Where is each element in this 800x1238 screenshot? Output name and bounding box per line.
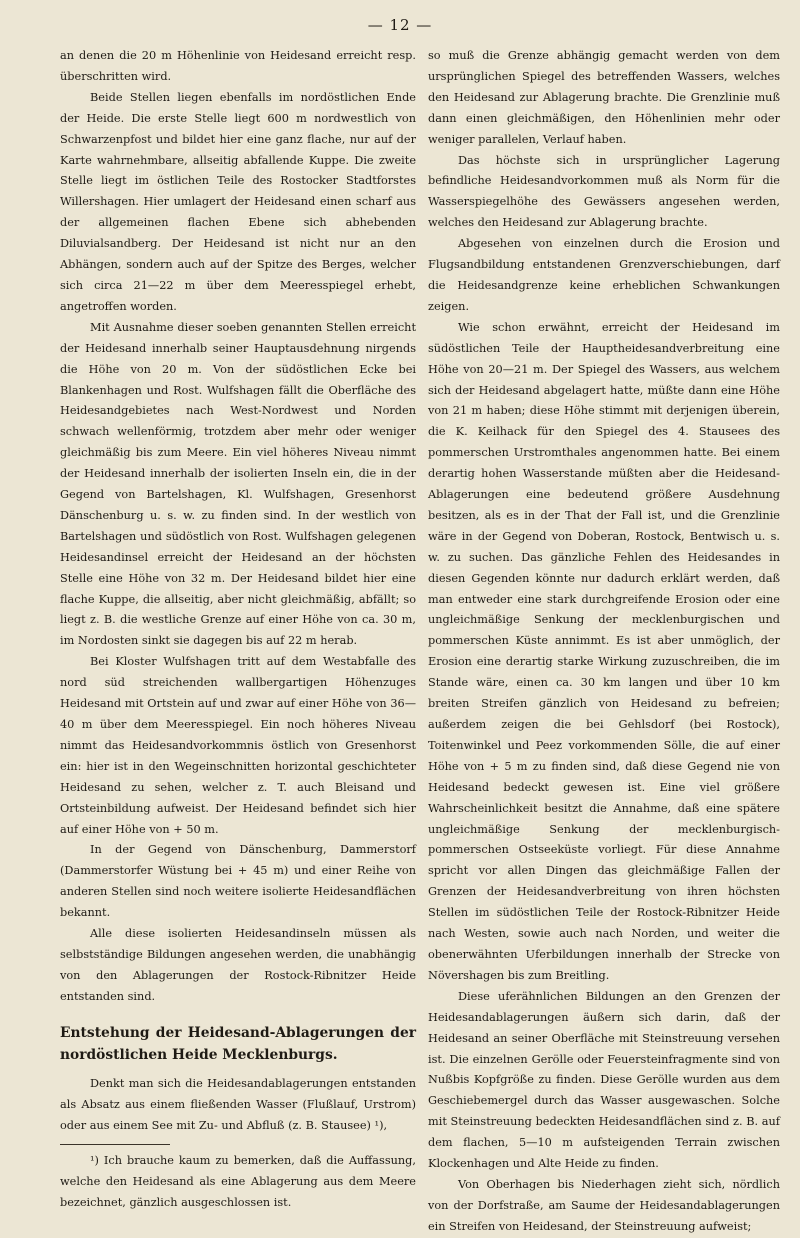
paragraph: Bei Kloster Wulfshagen tritt auf dem Westabfalle des nord süd streichenden wallbergartigen Höhenzuges Heidesand mit Ortstein auf und zwar auf einer Höhe von 36—40 m über dem Meeresspiegel. Ein noch höheres Niveau nimmt das Heidesandvorkommnis östlich von Gresenhorst ein: hier ist in den Wegeinschnitten horizontal geschichteter Heidesand zu sehen, welcher z. T. auch Bleisand und Ortsteinbildung aufweist. Der Heidesand befindet sich hier auf einer Höhe von + 50 m.: [60, 655, 416, 836]
paragraph: an denen die 20 m Höhenlinie von Heidesand erreicht resp. überschritten wird.: [60, 49, 416, 83]
footnote: ¹) Ich brauche kaum zu bemerken, daß die Auffassung, welche den Heidesand als eine Ablagerung aus dem Meere bezeichnet, gänzlich ausgeschlossen ist.: [60, 1154, 416, 1210]
paragraph: Von Oberhagen bis Niederhagen zieht sich, nördlich von der Dorfstraße, am Saume der Heidesandablagerungen ein Streifen von Heidesand, der Steinstreuung aufweist;: [428, 1177, 780, 1233]
right-column: [428, 46, 780, 1238]
paragraph: Das höchste sich in ursprünglicher Lagerung befindliche Heidesandvorkommen muß als Norm für die Wasserspiegelhöhe des Gewässers angesehen werden, welches den Heidesand zur Ablagerung brachte.: [428, 153, 780, 230]
paragraph: In der Gegend von Dänschenburg, Dammerstorf (Dammerstorfer Wüstung bei + 45 m) und einer Reihe von anderen Stellen sind noch weitere isolierte Heidesandflächen bekannt.: [60, 843, 416, 920]
paragraph: Diese uferähnlichen Bildungen an den Grenzen der Heidesandablagerungen äußern sich darin, daß der Heidesand an seiner Oberfläche mit Steinstreuung versehen ist. Die einzelnen Gerölle oder Feuersteinfragmente sind von Nußbis Kopfgröße zu finden. Diese Gerölle wurden aus dem Geschiebemergel durch das Wasser ausgewaschen. Solche mit Steinstreuung bedeckten Heidesandflächen sind z. B. auf dem flachen, 5—10 m aufsteigenden Terrain zwischen Klockenhagen und Alte Heide zu finden.: [428, 989, 780, 1171]
paragraph: so muß die Grenze abhängig gemacht werden von dem ursprünglichen Spiegel des betreffenden Wassers, welches den Heidesand zur Ablagerung brachte. Die Grenzlinie muß dann einen gleichmäßigen, den Höhenlinien mehr oder weniger parallelen, Verlauf haben.: [428, 49, 780, 146]
paragraph: Denkt man sich die Heidesandablagerungen entstanden als Absatz aus einem fließenden Wasser (Flußlauf, Urstrom) oder aus einem See mit Zu- und Abfluß (z. B. Stausee) ¹),: [60, 1076, 416, 1132]
paragraph: Mit Ausnahme dieser soeben genannten Stellen erreicht der Heidesand innerhalb seiner Hauptausdehnung nirgends die Höhe von 20 m. Von der südöstlichen Ecke bei Blankenhagen und Rost. Wulfshagen fällt die Oberfläche des Heidesandgebietes nach West-Nordwest und Norden schwach wellenförmig, trotzdem aber mehr oder weniger gleichmäßig bis zum Meere. Ein viel höheres Niveau nimmt der Heidesand innerhalb der isolierten Inseln ein, die in der Gegend von Bartelshagen, Kl. Wulfshagen, Gresenhorst Dänschenburg u. s. w. zu finden sind. In der westlich von Bartelshagen und südöstlich von Rost. Wulfshagen gelegenen Heidesandinsel erreicht der Heidesand an der höchsten Stelle eine Höhe von 32 m. Der Heidesand bildet hier eine flache Kuppe, die allseitig, aber nicht gleichmäßig, abfällt; so liegt z. B. die westliche Grenze auf einer Höhe von ca. 30 m, im Nordosten sinkt sie dagegen bis auf 22 m herab.: [60, 320, 416, 648]
paragraph: Wie schon erwähnt, erreicht der Heidesand im südöstlichen Teile der Hauptheidesandverbreitung eine Höhe von 20—21 m. Der Spiegel des Wassers, aus welchem sich der Heidesand abgelagert hatte, müßte dann eine Höhe von 21 m haben; diese Höhe stimmt mit derjenigen überein, die K. Keilhack für den Spiegel des 4. Stausees des pommerschen Urstromthales angenommen hatte. Bei einem derartig hohen Wasserstande müßten aber die Heidesand-Ablagerungen eine bedeutend größere Ausdehnung besitzen, als es in der That der Fall ist, und die Grenzlinie wäre in der Gegend von Doberan, Rostock, Bentwisch u. s. w. zu suchen. Das gänzliche Fehlen des Heidesandes in diesen Gegenden könnte nur dadurch erklärt werden, daß man entweder eine stark durchgreifende Erosion oder eine ungleichmäßige Senkung der mecklenburgischen und pommerschen Küste annimmt. Es ist aber unmöglich, der Erosion eine derartig starke Wirkung zuzuschreiben, die im Stande wäre, einen ca. 30 km langen und über 10 km breiten Streifen gänzlich von Heidesand zu befreien; außerdem zeigen die bei Gehlsdorf (bei Rostock), Toitenwinkel und Peez vorkommenden Sölle, die auf einer Höhe von + 5 m zu finden sind, daß diese Gegend nie von Heidesand bedeckt gewesen ist. Eine viel größere Wahrscheinlichkeit besitzt die Annahme, daß eine spätere ungleichmäßige Senkung der mecklenburgisch-pommerschen Ostseeküste vorliegt. Für diese Annahme spricht vor allen Dingen das gleichmäßige Fallen der Grenzen der Heidesandverbreitung von ihren höchsten Stellen im südöstlichen Teile der Rostock-Ribnitzer Heide nach Westen, sowie auch nach Norden, und weiter die obenerwähnten Uferbildungen innerhalb der Strecke von Növershagen bis zum Breitling.: [428, 320, 780, 982]
section-heading: Entstehung der Heidesand-Ablagerungen der nordöstlichen Heide Mecklenburgs.: [60, 1024, 416, 1063]
paragraph: Alle diese isolierten Heidesandinseln müssen als selbstständige Bildungen angesehen werden, die unabhängig von den Ablagerungen der Rostock-Ribnitzer Heide entstanden sind.: [60, 927, 416, 1003]
page-number: — 12 —: [367, 16, 433, 34]
left-column: [60, 46, 416, 1214]
paragraph: Beide Stellen liegen ebenfalls im nordöstlichen Ende der Heide. Die erste Stelle liegt 600 m nordwestlich von Schwarzenpfost und bildet hier eine ganz flache, nur auf der Karte wahrnehmbare, allseitig abfallende Kuppe. Die zweite Stelle liegt im östlichen Teile des Rostocker Stadtforstes Willershagen. Hier umlagert der Heidesand einen scharf aus der allgemeinen flachen Ebene sich abhebenden Diluvialsandberg. Der Heidesand ist nicht nur an den Abhängen, sondern auch auf der Spitze des Berges, welcher sich circa 21—22 m über dem Meeresspiegel erhebt, angetroffen worden.: [60, 90, 416, 313]
footnote-divider: [60, 1144, 170, 1145]
paragraph: Abgesehen von einzelnen durch die Erosion und Flugsandbildung entstandenen Grenzverschiebungen, darf die Heidesandgrenze keine erheblichen Schwankungen zeigen.: [428, 237, 780, 313]
